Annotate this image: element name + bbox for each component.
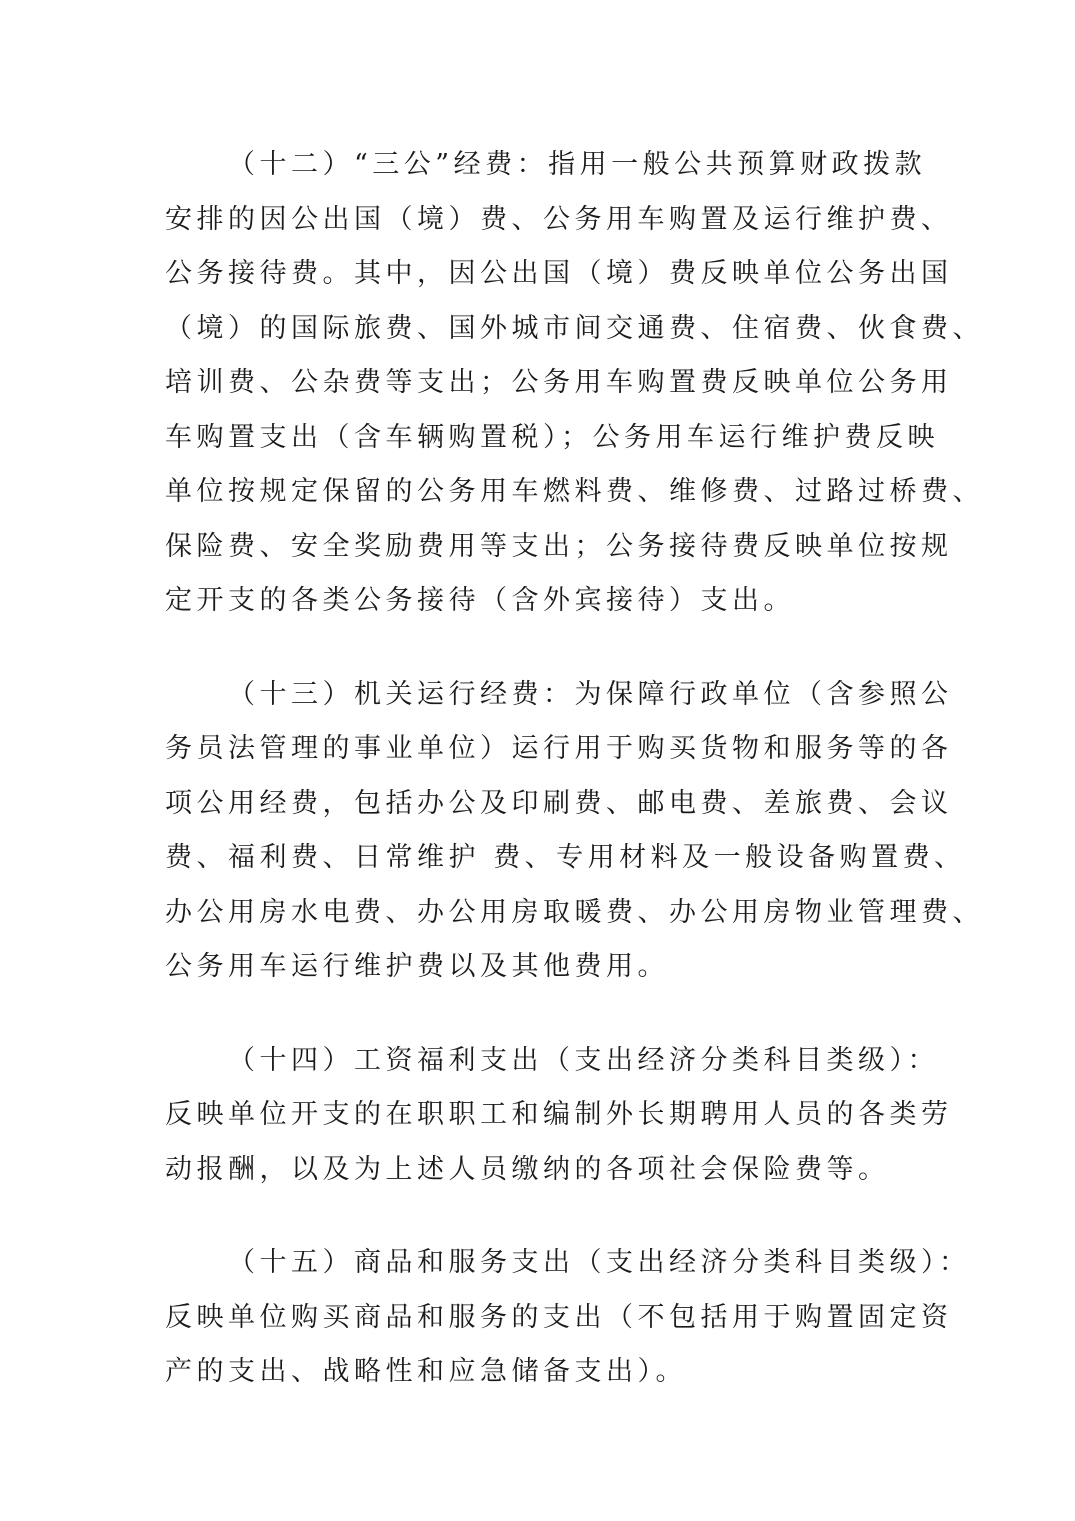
paragraph-line: 公务用车运行维护费以及其他费用。 [165,951,669,982]
paragraph-line: 培训费、公杂费等支出；公务用车购置费反映单位公务用 [165,367,953,398]
paragraph-line: 反映单位购买商品和服务的支出（不包括用于购置固定资 [165,1301,953,1333]
paragraph-twelve [165,138,984,629]
paragraph-line: 项公用经费，包括办公及印刷费、邮电费、差旅费、会议 [165,787,953,819]
paragraph-thirteen [165,668,984,995]
paragraph-line: 产的支出、战略性和应急储备支出）。 [165,1356,687,1387]
paragraph-line: 车购置支出（含车辆购置税）；公务用车运行维护费反映 [165,421,939,453]
paragraph-line: 动报酬，以及为上述人员缴纳的各项社会保险费等。 [165,1153,890,1185]
paragraph-line: 定开支的各类公务接待（含外宾接待）支出。 [165,585,795,616]
paragraph-line: 单位按规定保留的公务用车燃料费、维修费、过路过桥费、 [165,476,984,507]
paragraph-line: （十四）工资福利支出（支出经济分类科目类级）： [228,1044,939,1076]
paragraph-line: 办公用房水电费、办公用房取暖费、办公用房物业管理费、 [165,896,984,928]
paragraph-line: （十五）商品和服务支出（支出经济分类科目类级）： [228,1247,971,1278]
paragraph-line: 务员法管理的事业单位）运行用于购买货物和服务等的各 [165,733,953,764]
paragraph-fifteen [165,1236,971,1400]
paragraph-line: 安排的因公出国（境）费、公务用车购置及运行维护费、 [165,203,953,235]
paragraph-line: （十三）机关运行经费：为保障行政单位（含参照公 [228,678,953,710]
paragraph-line: 保险费、安全奖励费用等支出；公务接待费反映单位按规 [165,530,953,562]
paragraph-line: 费、福利费、日常维护 费、专用材料及一般设备购置费、 [165,842,966,873]
document-page [165,138,984,1439]
paragraph-line: （境）的国际旅费、国外城市间交通费、住宿费、伙食费、 [165,312,984,344]
paragraph-line: （十二）“三公”经费：指用一般公共预算财政拨款 [228,149,927,180]
paragraph-line: 公务接待费。其中，因公出国（境）费反映单位公务出国 [165,258,953,289]
paragraph-fourteen [165,1034,953,1198]
paragraph-line: 反映单位开支的在职职工和编制外长期聘用人员的各类劳 [165,1099,953,1130]
